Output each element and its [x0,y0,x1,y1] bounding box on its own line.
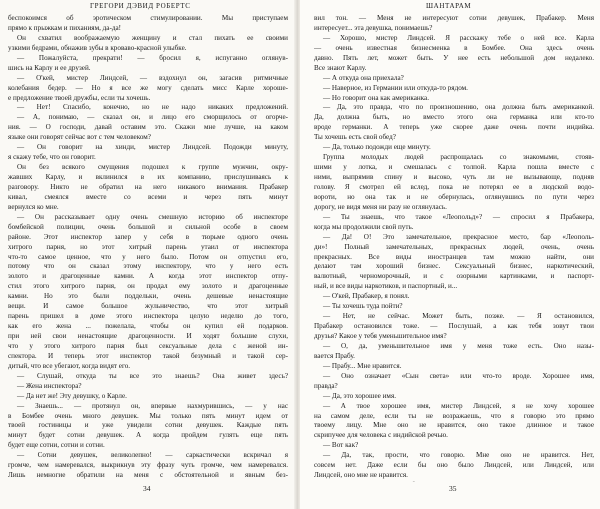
text-line: — Да, это правда, что по произношению, она должна быть американкой. [323,103,594,112]
text-line: парень пришел в доме этого инспектора целую неделю до того, [8,312,288,321]
text-line: громче, чем намеревался, выкрикнув эту фразу чуть громче, чем намеревался. [8,461,288,470]
text-line: языке они говорят сейчас вот с тем человеком? [8,133,151,142]
page-number-right: 35 [449,484,457,493]
text-line: Ты хочешь есть свой обед? [314,133,396,142]
text-line: кивал, смеялся вместе со всеми и через пять минут [8,192,288,201]
text-line: колебания бедер. — Но я все же могу сделать мисс Карле хороше- [8,83,288,92]
text-line: — Но говорит она как американка. [323,93,429,102]
text-line: — Он говорит на хинди, мистер Линдсей. Подожди минуту, [17,143,288,152]
text-line: скрипучее для человека с индийской речью. [314,431,448,440]
text-line: ния. — О господи, давай оставим это. Скажи мне лучше, на каком [8,123,288,132]
text-line: золото и драгоценные камни. А когда этот инспектор отпу- [8,272,288,281]
text-line: — Вот как? [323,441,359,450]
text-line: — О, да, уменьшительное имя у меня тоже есть. Оно назы- [323,341,594,350]
text-line: — Да, это хорошее имя. [323,391,397,400]
text-line: — Хорошо, мистер Линдсей. Я расскажу тебе о ней все. Карла [323,33,594,42]
text-line: узкими бедрами, обнажив зубы в кроваво-красной улыбке. [8,43,187,52]
text-line: — О'кей, Прабакер, я понял. [323,292,410,301]
right-page-text [314,14,594,482]
text-line: друзья? Какое у тебя уменьшительное имя? [314,332,447,340]
text-line: твоему лицу. Мне оно не нравится, оно такое длинное и такое [314,421,594,430]
text-line: камни. Но это были поддельки, очень дешевые ненастоящие [8,292,288,301]
text-line: жавших Карлу, и вклинился в их компанию, прислушиваясь к [8,173,288,181]
text-line: дитый, что все убегают, когда видят его. [8,361,131,370]
text-line: — очень известная бизнесменка в Бомбее. Она здесь очень [314,43,594,52]
text-line: твоей гостиницы и уже увидели сотни девушек. Каждые пять [8,421,288,430]
text-line: что у этого хитрого парня был сексуальные дела с женой ин- [8,341,288,350]
text-line: как его жена ... пожелала, чтобы он купил ей подарков. [8,322,288,331]
text-line: шись на Карлу и ее друзей. [8,63,91,72]
text-line: — О'кей, мистер Линдсей, — вздохнул он, загасив ритмичные [17,73,288,82]
page-number-left: 34 [143,484,151,493]
text-line: потому что он сказал этому инспектору, что у него есть [8,262,288,271]
text-line: вернулся ко мне. [8,202,59,211]
text-line: я скажу тебе, что он говорит. [8,153,96,162]
text-line: когда мы продолжили свой путь. [314,222,414,231]
text-line: — Ты хочешь туда пойти? [323,302,403,311]
text-line: Он схватил воображаемую женщину и стал пихать ее своими [17,33,288,42]
text-line: спектора. И теперь этот инспектор такой безумный и такой сер- [8,351,288,360]
text-line: вил тон. — Меня не интересуют сотни девушек, Прабакер. Меня [314,14,594,22]
text-line: — Знаешь... — протянул он, впервые нахмурившись, — у нас [17,401,288,410]
text-line: интересует... эта девушка, понимаешь? [314,23,433,32]
text-line: делают там хороший бизнес. Сексуальный бизнес, наркотический, [314,262,594,271]
text-line: ди»! Полный замечательных, прекрасных людей, очень, очень [314,242,594,251]
text-line: прямо к прыжкам и пиханиям, да-да! [8,23,122,32]
text-line: Прабакер остановился тоже. — Послушай, а как тебя зовут твои [314,322,594,331]
text-line: Группа молодых людей распрощалась со знакомыми, стояв- [323,153,594,162]
text-line: — А откуда она приехала? [323,73,404,82]
text-line: — Сотни девушек, великолепно! — саркастически вскричал я [17,451,288,460]
text-line [314,481,594,482]
text-line: дорогу, не видя меня ни разу не оглянулась. [314,202,447,211]
text-line: ними, выпрямив спину и высоко, чуть ли не вызывающе, подняв [314,173,594,181]
text-line: ный, и все виды наркотиков, и паспортный, и... [314,282,458,291]
text-line: — Да нет же! Эту девушку, о Карле. [17,391,127,400]
text-line: — Он рассказывает одну очень смешную историю об инспекторе [17,212,288,221]
text-line: при ней свои ненастоящие драгоценности. И ходят большие слухи, [8,332,288,340]
left-page [0,0,296,509]
text-line: на самом деле, если ты не возражаешь, что я говорю это прямо [314,411,594,420]
text-line: районе. Этот инспектор запер у себя в тюрьме одного очень [8,232,288,241]
text-line: — Нет! Спасибо, конечно, но не надо никаких предложений. [17,103,288,112]
text-line: стил этого хитрого парня, он продал ему золото и драгоценные [8,282,288,291]
text-line: бомбейской полиции, очень большой и сильной особе в своем [8,222,288,231]
text-line: вороти, но она так и не обернулась, оглянувшись по пути через [314,192,594,201]
text-line: Он без всякого смущения подошел к группе мужчин, окру- [17,163,288,172]
text-line: вещи. И самое большое жульничество, что этот хитрый [8,302,288,311]
running-header-title: ШАНТАРАМ [426,2,472,10]
text-line: хитрого парня, но этот хитрый парень утаил от инспектора [8,242,288,251]
text-line: е предложение твоей дружбы, если ты хочешь. [8,93,151,102]
text-line: разговору. Никто не обратил на него никакого внимания. Прабакер [8,182,288,191]
text-line: — Да! О! Это замечательное, прекрасное место, бар «Леополь- [323,232,594,241]
text-line: прекрасных. Все виды иностранцев там можно найти, они [314,252,594,261]
text-line: что-то самое ценное, что у него было. Потом он отпустил его, [8,252,288,261]
text-line: — Прабу... Мне нравится. [323,361,402,370]
text-line: вается Прабу. [314,351,355,360]
running-header-author: ГРЕГОРИ ДЭВИД РОБЕРТС [90,2,191,10]
text-line: Да, должна быть, но вместо этого она германка или кто-то [314,113,594,122]
text-line: совсем нет. Даже если бы оно было Линдсей, или Линдсей, или [314,461,594,470]
text-line: — Оно означает «Сын света» или что-то вроде. Хорошее имя, [323,371,594,380]
text-line: — Слушай, откуда ты все это знаешь? Она живет здесь? [17,371,288,380]
text-line: — А твое хорошее имя, мистер Линдсей, я не хочу хорошее [323,401,594,410]
text-line: Линдсей, оно мне не нравится. [314,471,408,480]
text-line: вроде германки. А теперь уже скорее даже очень почти индийка. [314,123,594,132]
text-line: будет еще сотни, сотни и сотни. [8,441,105,450]
text-line: беспокоимся об эротическом стимулировании. Мы приступаем [8,14,288,22]
text-line: — Пожалуйста, прекрати! — бросил я, испуганно оглянув- [17,53,288,62]
text-line: — Ты знаешь, что такое «Леопольд»? — спросил я Прабакера, [323,212,594,221]
text-line: Лишь немногие обратили на меня с обстоятельной и явным без- [8,471,288,480]
text-line [8,481,288,482]
text-line: правда? [314,381,338,390]
text-line: шими у лотка, и смешалась с толпой. Карла пошла вместе с [314,163,594,172]
text-line: — Наверное, из Германии или откуда-то рядом. [323,83,468,92]
text-line: — А, понимаю, — сказал он, и лицо его сморщилось от огорче- [17,113,288,122]
text-line: минут будет сотни девушек. А когда пройдем гулять еще пять [8,431,288,440]
left-page-text [8,14,288,482]
text-line: давно. Пять лет, может быть. У нее есть небольшой дом недалеко. [314,53,594,62]
text-line: Все знают Карлу. [314,63,367,72]
text-line: — Да, так, прости, что говорю. Мне оно не нравится. Нет, [323,451,594,460]
text-line: — Да, только подожди еще минуту. [323,143,431,152]
right-page [300,0,600,509]
text-line: — Нет, не сейчас. Может быть, позже. — Я остановился, [323,312,594,321]
text-line: голову. Я смотрел ей вслед, пока не потерял ее в людской водо- [314,182,594,191]
text-line: валютный, черноморочный, и с озорными картинками, и паспорт- [314,272,594,281]
text-line: — Жена инспектора? [17,381,82,390]
text-line: в Бомбее очень много девушек. Мы только пять минут идем от [8,411,288,420]
